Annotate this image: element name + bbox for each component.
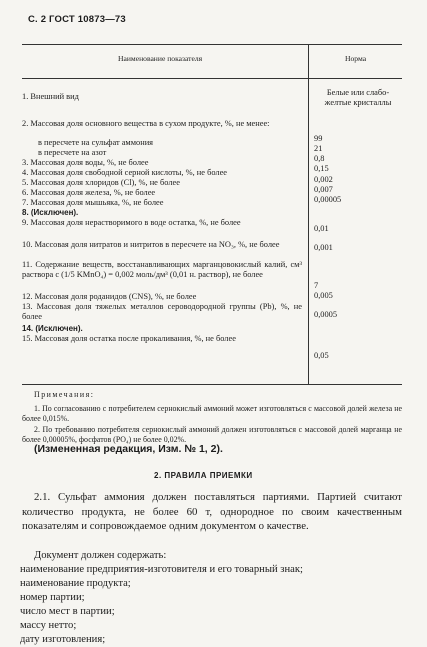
table-top-rule xyxy=(22,44,402,45)
table-row-value: 21 xyxy=(314,144,323,153)
column-header-indicator: Наименование показателя xyxy=(118,54,203,63)
table-row-value: 0,002 xyxy=(314,175,333,184)
list-item: наименование продукта; xyxy=(20,578,131,589)
notes-heading: Примечания: xyxy=(34,390,95,399)
table-row-value: 0,15 xyxy=(314,164,329,173)
table-row-label: 13. Массовая доля тяжелых металлов сероводородной группы (Pb), %, не более xyxy=(22,302,302,321)
list-item: наименование предприятия-изготовителя и его товарный знак; xyxy=(20,564,303,575)
table-row-label: 6. Массовая доля железа, %, не более xyxy=(22,188,156,197)
table-row-label: 3. Массовая доля воды, %, не более xyxy=(22,158,149,167)
table-row-label: 2. Массовая доля основного вещества в сухом продукте, %, не менее: xyxy=(22,119,270,128)
note-1: 1. По согласованию с потребителем сернокислый аммоний может изготовляться с массовой долей железа не более 0,015%. xyxy=(22,404,402,423)
list-item: дату изготовления; xyxy=(20,634,106,645)
table-row-label: 9. Массовая доля нерастворимого в воде остатка, %, не более xyxy=(22,218,241,227)
table-row-label: 15. Массовая доля остатка после прокаливания, %, не более xyxy=(22,334,236,343)
section-title: 2. ПРАВИЛА ПРИЕМКИ xyxy=(154,471,253,480)
page-header: С. 2 ГОСТ 10873—73 xyxy=(28,14,126,25)
list-item: массу нетто; xyxy=(20,620,77,631)
column-header-norm: Норма xyxy=(345,54,367,63)
table-row-value: 7 xyxy=(314,281,319,290)
table-row-value: 0,8 xyxy=(314,154,325,163)
table-row-label: 8. (Исключен). xyxy=(22,208,79,217)
table-row-label: 5. Массовая доля хлоридов (Cl), %, не более xyxy=(22,178,180,187)
amendment-note: (Измененная редакция, Изм. № 1, 2). xyxy=(34,443,223,455)
table-row-label: 4. Массовая доля свободной серной кислоты, %, не более xyxy=(22,168,228,177)
table-row-label: в пересчете на азот xyxy=(38,148,107,157)
table-row-label: 11. Содержание веществ, восстанавливающих марганцовокислый калий, см³ раствора c (1/5 KMnO₄) = 0,002 моль/дм³ (0,01 н. раствор), не более xyxy=(22,260,302,279)
indicators-table xyxy=(22,44,402,384)
table-row-value: 0,007 xyxy=(314,185,333,194)
table-row-value: 0,00005 xyxy=(314,195,342,204)
table-row-label: 14. (Исключен). xyxy=(22,324,83,333)
table-row-label: 10. Массовая доля нитратов и нитритов в пересчете на NO₃, %, не более xyxy=(22,240,280,249)
table-row-value: 0,005 xyxy=(314,291,333,300)
list-item: номер партии; xyxy=(20,592,85,603)
table-row-value: 0,01 xyxy=(314,224,329,233)
table-row-value: Белые или слабо-желтые кристаллы xyxy=(324,88,392,107)
note-2: 2. По требованию потребителя сернокислый аммоний должен изготовляться с массовой долей марганца не более 0,00005%, фосфатов (PO₄) не более 0,02%. xyxy=(22,425,402,444)
section-paragraph: Документ должен содержать: xyxy=(34,550,167,561)
table-row-label: 12. Массовая доля роданидов (CNS), %, не более xyxy=(22,292,197,301)
table-column-divider xyxy=(308,44,309,384)
section-paragraph: 2.1. Сульфат аммония должен поставляться партиями. Партией считают количество продукта, не более 60 т, однородное по своим качественным показателям и сопровождаемое одним документом о качестве. xyxy=(22,491,402,532)
table-row-label: 1. Внешний вид xyxy=(22,92,79,101)
table-row-value: 0,001 xyxy=(314,243,333,252)
table-row-label: в пересчете на сульфат аммония xyxy=(38,138,154,147)
table-header-rule xyxy=(22,78,402,79)
list-item: число мест в партии; xyxy=(20,606,115,617)
table-row-label: 7. Массовая доля мышьяка, %, не более xyxy=(22,198,164,207)
table-row-value: 0,05 xyxy=(314,351,329,360)
table-row-value: 99 xyxy=(314,134,323,143)
table-row-value: 0,0005 xyxy=(314,310,338,319)
table-bottom-rule xyxy=(22,384,402,385)
